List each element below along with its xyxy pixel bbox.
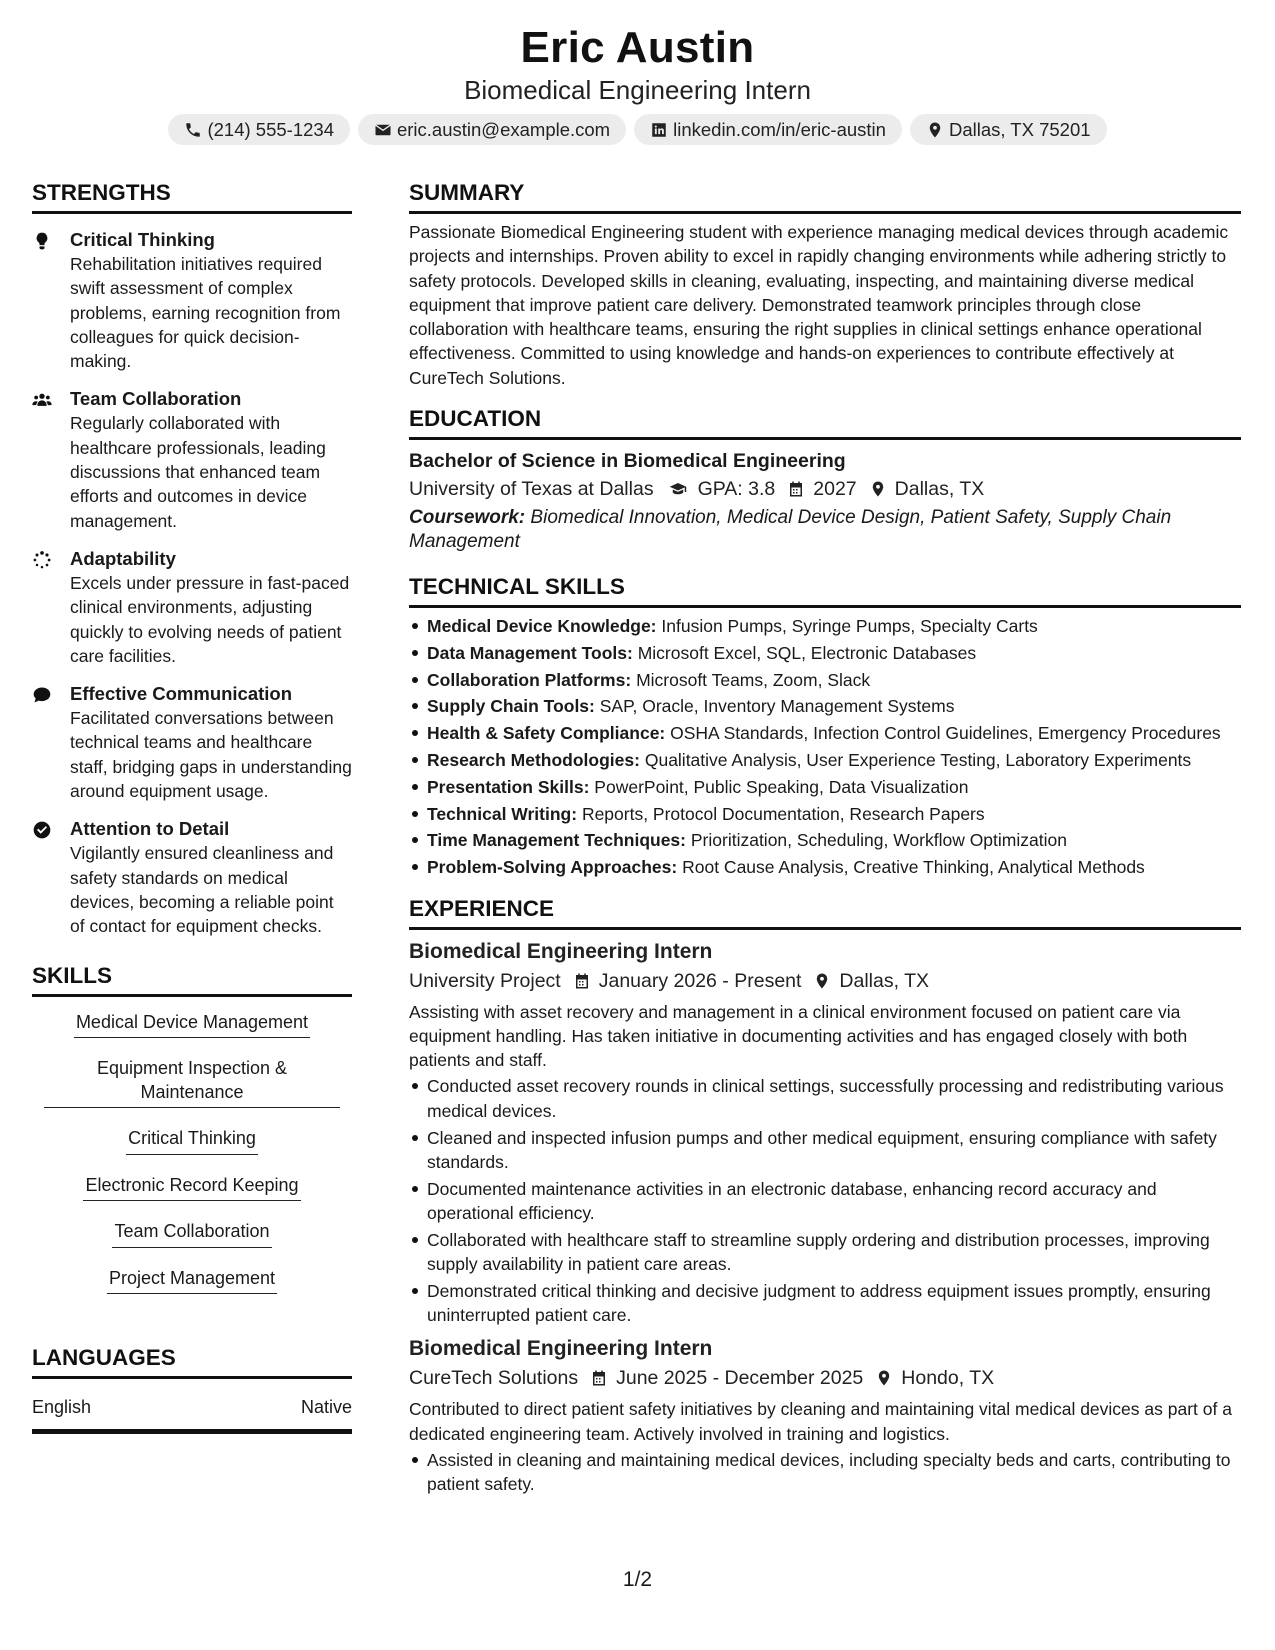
- education-meta: [409, 474, 1241, 504]
- coursework-text: Biomedical Innovation, Medical Device Design, Patient Safety, Supply Chain Management: [409, 507, 1172, 553]
- map-pin-icon: [875, 1369, 893, 1387]
- job-dates: January 2026 - Present: [598, 969, 802, 992]
- strength-item: [32, 547, 352, 668]
- technical-skills-list: [409, 614, 1241, 879]
- coursework-label: Coursework:: [409, 507, 526, 529]
- map-pin-icon: [869, 480, 887, 498]
- list-item: Cleaned and inspected infusion pumps and other medical equipment, ensuring compliance with safety standards.: [409, 1126, 1241, 1175]
- skill-values: OSHA Standards, Infection Control Guidelines, Emergency Procedures: [670, 723, 1221, 744]
- left-column: [32, 178, 352, 1448]
- company-name: CureTech Solutions: [409, 1367, 579, 1390]
- job-meta: [409, 966, 1241, 996]
- contact-bar: [0, 114, 1275, 145]
- job-summary: Assisting with asset recovery and management in a clinical environment focused on patient care via equipment handling. Has taken initiative in documenting activities and has engaged closely with both patients and staff.: [409, 1001, 1188, 1071]
- job-bullets: [409, 1074, 1241, 1327]
- job-title: Biomedical Engineering Intern: [409, 939, 713, 963]
- map-pin-icon: [926, 121, 944, 139]
- list-item: [409, 855, 1241, 879]
- skill-category: Presentation Skills:: [427, 776, 590, 797]
- skill-values: Root Cause Analysis, Creative Thinking, Analytical Methods: [682, 857, 1145, 878]
- users-icon: [32, 390, 52, 410]
- list-item: [409, 668, 1241, 692]
- envelope-icon: [374, 121, 392, 139]
- job-meta: [409, 1363, 1241, 1393]
- skill-tag: Team Collaboration: [112, 1218, 271, 1248]
- strength-item: [32, 817, 352, 938]
- school-name: University of Texas at Dallas: [409, 478, 654, 501]
- coursework: [409, 506, 1241, 554]
- job-summary: Contributed to direct patient safety initiatives by cleaning and maintaining vital medical devices as part of a dedicated engineering team. Actively involved in training and logistics.: [409, 1399, 1232, 1444]
- languages-section: [32, 1343, 352, 1434]
- skill-category: Supply Chain Tools:: [427, 696, 595, 717]
- job-entry: [409, 1335, 1241, 1496]
- skills-section: [32, 961, 352, 1312]
- linkedin-icon: [650, 121, 668, 139]
- language-name: English: [32, 1397, 92, 1418]
- strength-name: Adaptability: [70, 547, 176, 569]
- phone-text: (214) 555-1234: [207, 119, 334, 140]
- strength-item: [32, 682, 352, 803]
- strength-name: Attention to Detail: [70, 818, 230, 840]
- strengths-section: [32, 178, 352, 939]
- contact-email[interactable]: [358, 114, 626, 145]
- skill-tag: Equipment Inspection & Maintenance: [44, 1055, 340, 1108]
- email-text: eric.austin@example.com: [396, 119, 611, 140]
- technical-skills-heading: TECHNICAL SKILLS: [409, 572, 1241, 608]
- linkedin-text: linkedin.com/in/eric-austin: [673, 119, 886, 140]
- job-location: Dallas, TX: [839, 969, 930, 992]
- technical-skills-section: [409, 572, 1241, 879]
- language-row: [32, 1395, 352, 1434]
- map-pin-icon: [813, 972, 831, 990]
- contact-linkedin[interactable]: [634, 114, 902, 145]
- skill-values: Infusion Pumps, Syringe Pumps, Specialty Carts: [661, 616, 1038, 637]
- skill-values: Qualitative Analysis, User Experience Testing, Laboratory Experiments: [644, 750, 1192, 771]
- list-item: [409, 828, 1241, 852]
- lightbulb-icon: [32, 231, 52, 251]
- list-item: Conducted asset recovery rounds in clinical settings, successfully processing and redistributing various medical devices.: [409, 1074, 1241, 1123]
- list-item: [409, 775, 1241, 799]
- skill-values: Reports, Protocol Documentation, Research Papers: [581, 803, 985, 824]
- education-heading: EDUCATION: [409, 404, 1241, 440]
- skill-values: Microsoft Teams, Zoom, Slack: [636, 669, 871, 690]
- skill-tag: Critical Thinking: [126, 1125, 258, 1155]
- phone-icon: [184, 121, 202, 139]
- skill-tag: Project Management: [107, 1265, 277, 1295]
- job-location: Hondo, TX: [901, 1367, 995, 1390]
- location-text: Dallas, TX 75201: [948, 119, 1091, 140]
- list-item: [409, 694, 1241, 718]
- experience-heading: EXPERIENCE: [409, 894, 1241, 930]
- strength-item: [32, 387, 352, 532]
- strength-name: Effective Communication: [70, 683, 293, 705]
- strength-desc: Excels under pressure in fast-paced clinical environments, adjusting quickly to evolving needs of patient care facilities.: [70, 572, 350, 666]
- strength-desc: Vigilantly ensured cleanliness and safety standards on medical devices, becoming a reliable point of contact for equipment checks.: [70, 843, 334, 937]
- skill-category: Health & Safety Compliance:: [427, 723, 666, 744]
- summary-text: Passionate Biomedical Engineering student with experience managing medical devices through academic projects and internships. Proven ability to excel in rapidly changing environments while adhering strictly to safety protocols. Developed skills in cleaning, evaluating, inspecting, and maintaining diverse medical equipment that improve patient care delivery. Demonstrated teamwork principles through close collaboration with healthcare teams, ensuring the right supplies in clinical settings enhance operational effectiveness. Committed to using knowledge and hands-on experiences to contribute effectively at CureTech Solutions.: [409, 222, 1229, 388]
- gpa-text: GPA: 3.8: [697, 478, 776, 501]
- experience-section: [409, 894, 1241, 1497]
- education-section: [409, 404, 1241, 554]
- calendar-icon: [573, 972, 591, 990]
- education-location: Dallas, TX: [894, 478, 985, 501]
- skills-list: [32, 1009, 352, 1312]
- skill-values: Prioritization, Scheduling, Workflow Optimization: [690, 830, 1067, 851]
- job-bullets: [409, 1448, 1241, 1497]
- strengths-heading: STRENGTHS: [32, 178, 352, 214]
- skill-tag: Medical Device Management: [74, 1009, 310, 1039]
- strength-name: Team Collaboration: [70, 388, 242, 410]
- languages-heading: LANGUAGES: [32, 1343, 352, 1379]
- skill-category: Technical Writing:: [427, 803, 578, 824]
- calendar-icon: [590, 1369, 608, 1387]
- chat-bubble-icon: [32, 685, 52, 705]
- skill-tag: Electronic Record Keeping: [83, 1172, 300, 1202]
- page-number: 1/2: [622, 1568, 653, 1591]
- list-item: [409, 641, 1241, 665]
- skill-values: SAP, Oracle, Inventory Management Systems: [599, 696, 955, 717]
- list-item: [409, 748, 1241, 772]
- company-name: University Project: [409, 969, 561, 992]
- job-entry: [409, 938, 1241, 1328]
- strength-name: Critical Thinking: [70, 229, 215, 250]
- skill-category: Problem-Solving Approaches:: [427, 857, 678, 878]
- list-item: [409, 614, 1241, 638]
- summary-heading: SUMMARY: [409, 178, 1241, 214]
- contact-phone[interactable]: [168, 114, 350, 145]
- skill-category: Data Management Tools:: [427, 642, 633, 663]
- contact-location: [910, 114, 1107, 145]
- list-item: Collaborated with healthcare staff to streamline supply ordering and distribution processes, improving supply availability in patient care areas.: [409, 1228, 1241, 1277]
- skill-values: PowerPoint, Public Speaking, Data Visualization: [594, 776, 969, 797]
- graduation-year: 2027: [813, 478, 857, 501]
- list-item: [409, 721, 1241, 745]
- list-item: [409, 802, 1241, 826]
- job-dates: June 2025 - December 2025: [616, 1367, 864, 1390]
- candidate-title: Biomedical Engineering Intern: [464, 75, 811, 105]
- skills-heading: SKILLS: [32, 961, 352, 997]
- check-circle-icon: [32, 820, 52, 840]
- calendar-icon: [787, 480, 805, 498]
- degree-title: Bachelor of Science in Biomedical Engineering: [409, 450, 846, 473]
- list-item: Assisted in cleaning and maintaining medical devices, including specialty beds and carts, contributing to patient safety.: [409, 1448, 1241, 1497]
- resume-header: [0, 22, 1275, 145]
- list-item: Demonstrated critical thinking and decisive judgment to address equipment issues promptly, ensuring uninterrupted patient care.: [409, 1279, 1241, 1328]
- list-item: Documented maintenance activities in an electronic database, enhancing record accuracy and operational efficiency.: [409, 1177, 1241, 1226]
- skill-category: Medical Device Knowledge:: [427, 616, 657, 637]
- language-level: Native: [300, 1397, 352, 1418]
- skill-category: Time Management Techniques:: [427, 830, 686, 851]
- skill-category: Research Methodologies:: [427, 750, 640, 771]
- skill-values: Microsoft Excel, SQL, Electronic Databases: [637, 642, 977, 663]
- strength-desc: Facilitated conversations between technical teams and healthcare staff, bridging gaps in understanding around equipment usage.: [70, 708, 352, 802]
- graduation-cap-icon: [666, 480, 690, 498]
- right-column: [409, 178, 1241, 1511]
- strength-desc: Regularly collaborated with healthcare professionals, leading discussions that enhanced team efforts and outcomes in device management.: [70, 413, 326, 531]
- spinner-icon: [32, 550, 52, 570]
- candidate-name: Eric Austin: [520, 23, 755, 72]
- job-title: Biomedical Engineering Intern: [409, 1337, 713, 1361]
- summary-section: [409, 178, 1241, 390]
- skill-category: Collaboration Platforms:: [427, 669, 632, 690]
- strength-desc: Rehabilitation initiatives required swift assessment of complex problems, earning recognition from colleagues for quick decision-making.: [70, 254, 341, 372]
- strength-item: [32, 228, 352, 373]
